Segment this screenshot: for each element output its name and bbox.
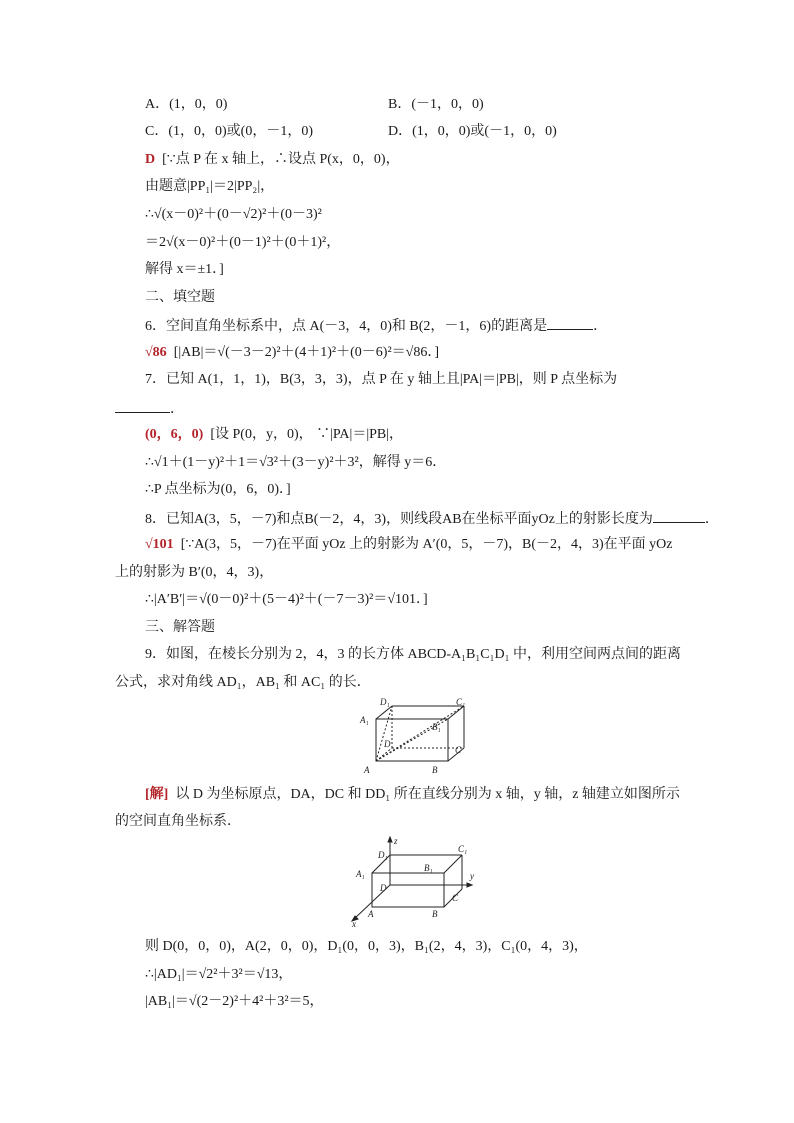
section-solve: 三、解答题 <box>145 620 215 635</box>
label-d: D <box>380 883 387 893</box>
q8-sol-text: [∵A(3，5，－7)在平面 yOz 上的射影为 A′(0，5，－7)，B(－2，4，3)在平面 yOz <box>180 537 673 552</box>
q5-option-c: C．(1，0，0)或(0，－1，0) <box>145 124 313 139</box>
q9-sol-text: 以 D 为坐标原点，DA，DC 和 DD₁ 所在直线分别为 x 轴，y 轴，z 轴建立如图所示 <box>175 787 680 802</box>
label-a1: A₁ <box>360 715 369 725</box>
q9-solution-line2: 的空间直角坐标系． <box>115 814 241 829</box>
q7-sol-text: [设 P(0，y，0)， ∵|PA|＝|PB|， <box>210 427 404 442</box>
q6-solution <box>145 343 439 363</box>
label-c: C <box>455 745 462 755</box>
y-axis-arrow <box>467 883 472 887</box>
q8-solution-line3: ∴|A′B′|＝√(0－0)²＋(5－4)²＋(－7－3)²＝√101．] <box>145 592 428 607</box>
label-b: B <box>432 909 438 919</box>
label-b1: B₁ <box>432 722 441 732</box>
diagonal-ad1 <box>376 706 392 761</box>
q8-solution-line2: 上的射影为 B′(0，4，3)， <box>115 565 274 580</box>
q6-stem-text: 6．空间直角坐标系中，点 A(－3，4，0)和 B(2，－1，6)的距离是 <box>145 319 548 334</box>
q9-solution-line5: |AB₁|＝√(2－2)²＋4²＋3²＝5， <box>145 994 324 1009</box>
label-a: A <box>364 765 370 775</box>
q9-solution-line4: ∴|AD₁|＝√2²＋3²＝√13， <box>145 967 293 982</box>
q9-solution-line3: 则 D(0，0，0)，A(2，0，0)，D₁(0，0，3)，B₁(2，4，3)，C₁(0，4，3)， <box>145 939 588 954</box>
q8-blank <box>653 508 705 523</box>
q6-answer: √86 <box>145 345 167 360</box>
edge-b1-c1 <box>444 855 462 873</box>
q5-solution-line3: ∴√(x－0)²＋(0－√2)²＋(0－3)² <box>145 207 322 222</box>
q5-solution-line2: 由题意|PP₁|＝2|PP₂|， <box>145 179 275 194</box>
q7-answer: (0，6，0) <box>145 427 204 442</box>
label-a1: A₁ <box>356 869 365 879</box>
label-d1: D₁ <box>378 850 388 860</box>
q9-jie-label: [解] <box>145 787 169 802</box>
edge-a1-d1 <box>376 706 392 719</box>
label-z: z <box>394 836 398 846</box>
q6-stem: 6．空间直角坐标系中，点 A(－3，4，0)和 B(2，－1，6)的距离是 ． <box>145 315 607 337</box>
q9-stem-line2: 公式，求对角线 AD₁，AB₁ 和 AC₁ 的长． <box>115 675 371 690</box>
z-axis-arrow <box>388 837 392 842</box>
q8-stem: 8．已知A(3，5，－7)和点B(－2，4，3)，则线段AB在坐标平面yOz上的射影长度为 ． <box>145 508 719 530</box>
q7-blank <box>115 398 170 413</box>
q9-solution-line1 <box>145 785 680 805</box>
q5-solution-line5: 解得 x＝±1．] <box>145 262 224 277</box>
q5-answer: D <box>145 152 156 167</box>
label-c: C <box>452 893 459 903</box>
q7-stem: 7．已知 A(1，1，1)，B(3，3，3)，点 P 在 y 轴上且|PA|＝|PB|，则 P 点坐标为 <box>145 372 618 387</box>
q5-option-d: D．(1，0，0)或(－1，0，0) <box>388 124 557 139</box>
q5-solution-line1 <box>145 150 400 170</box>
label-y: y <box>470 871 474 881</box>
q8-stem-text: 8．已知A(3，5，－7)和点B(－2，4，3)，则线段AB在坐标平面yOz上的射影长度为 <box>145 512 653 527</box>
q7-solution-line2: ∴√1＋(1－y)²＋1＝√3²＋(3－y)²＋3²，解得 y＝6． <box>145 455 447 470</box>
q7-solution-line1 <box>145 425 403 445</box>
q7-blank-line: ． <box>115 398 184 420</box>
figure-cuboid-axes <box>348 833 478 928</box>
label-d: D <box>384 739 391 749</box>
q7-solution-line3: ∴P 点坐标为(0，6，0)．] <box>145 482 291 497</box>
label-d1: D₁ <box>380 697 390 707</box>
q6-blank <box>547 315 593 330</box>
q5-option-a: A．(1，0，0) <box>145 97 228 112</box>
label-b: B <box>432 765 438 775</box>
edge-a-d <box>376 748 392 761</box>
q5-option-b: B．(－1，0，0) <box>388 97 484 112</box>
label-b1: B₁ <box>424 863 433 873</box>
section-fill-in: 二、填空题 <box>145 290 215 305</box>
q8-solution-line1 <box>145 535 673 555</box>
q8-answer: √101 <box>145 537 174 552</box>
label-x: x <box>352 919 356 928</box>
label-c1: C₁ <box>456 697 466 707</box>
q5-solution-line4: ＝2√(x－0)²＋(0－1)²＋(0＋1)²， <box>145 235 341 250</box>
label-c1: C₁ <box>458 844 468 854</box>
q9-stem-line1: 9．如图，在棱长分别为 2，4，3 的长方体 ABCD-A₁B₁C₁D₁ 中，利用空间两点间的距离 <box>145 647 681 662</box>
q5-sol-text: [∵点 P 在 x 轴上，∴设点 P(x，0，0)， <box>162 152 400 167</box>
label-a: A <box>368 909 374 919</box>
q6-sol-text: [|AB|＝√(－3－2)²＋(4＋1)²＋(0－6)²＝√86．] <box>173 345 439 360</box>
figure-cuboid <box>352 697 472 777</box>
